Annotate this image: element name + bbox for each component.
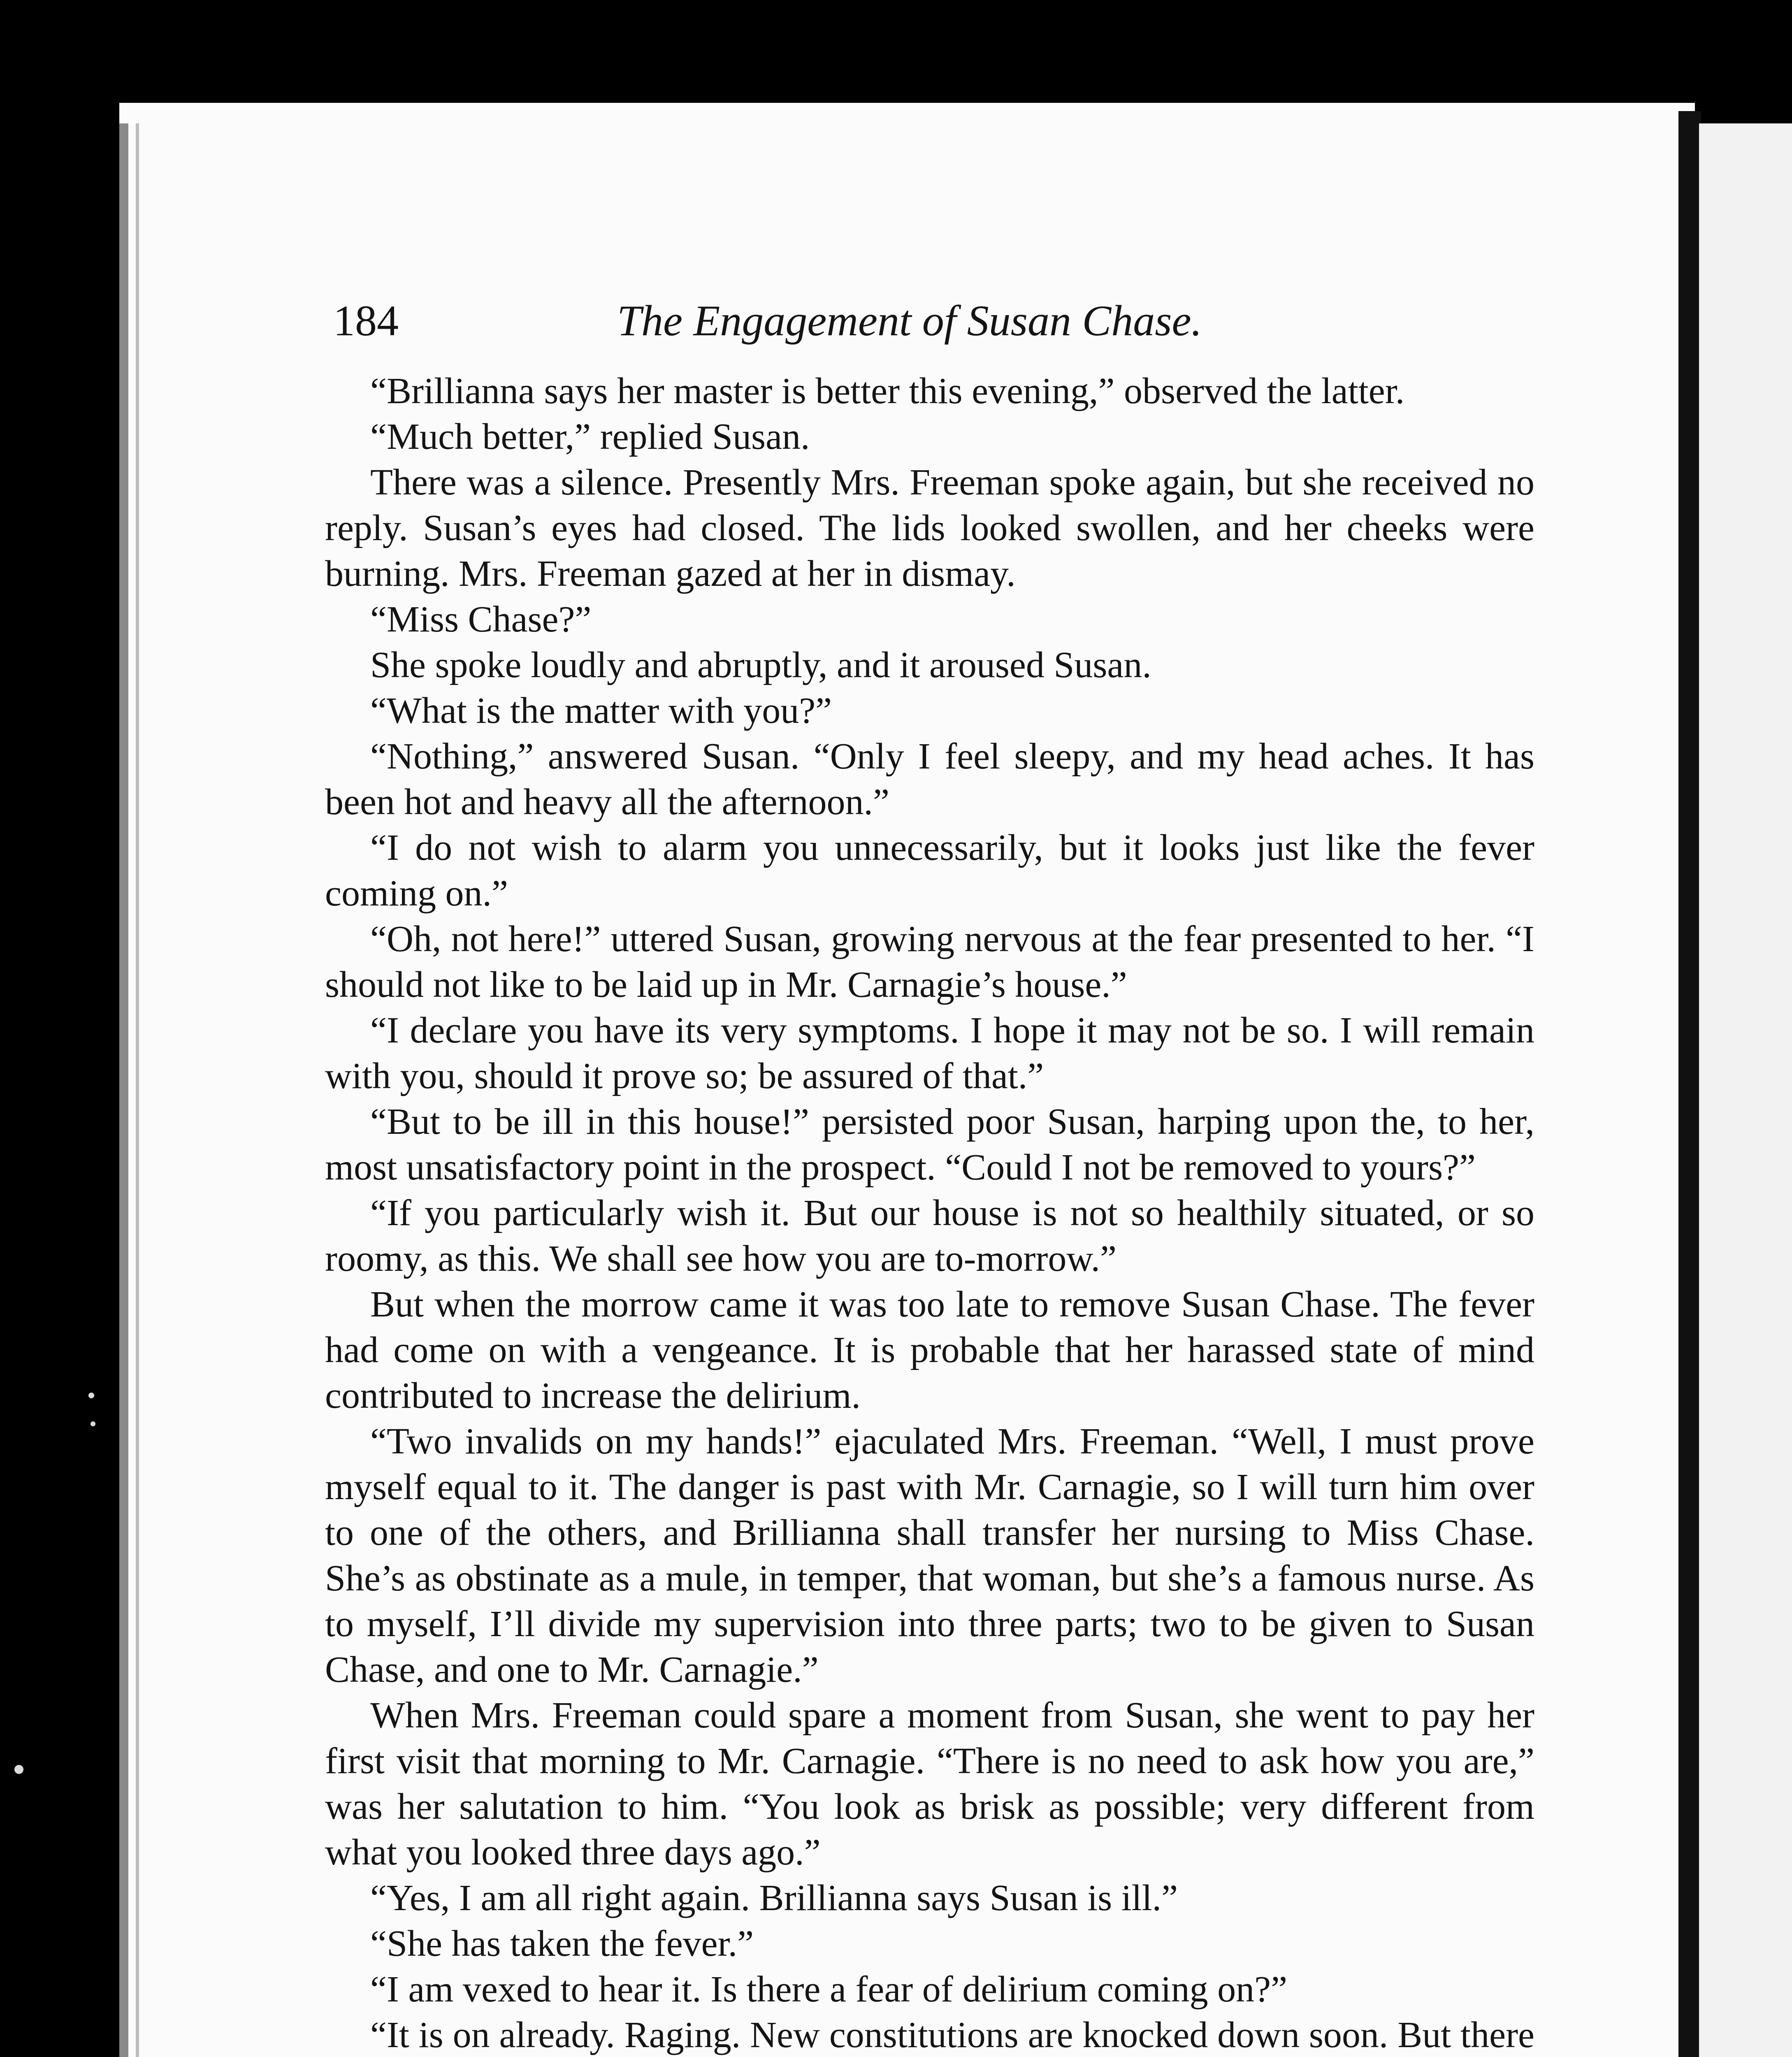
paragraph: “But to be ill in this house!” persisted poor Susan, harping upon the, to her, most unsatisfactory point in the prospect. “Could I not be removed to yours?” (325, 1101, 1534, 1188)
page-number: 184 (333, 297, 399, 345)
paragraph: “If you particularly wish it. But our house is not so healthily situated, or so roomy, as this. We shall see how you are to-morrow.” (325, 1193, 1534, 1279)
paragraph: “Two invalids on my hands!” ejaculated Mrs. Freeman. “Well, I must prove myself equal to it. The danger is past with Mr. Carnagie, so I will turn him over to one of the others, and Brillianna shall transfer her nursing to Miss Chase. She’s as obstinate as a mule, in temper, that woman, but she’s a famous nurse. As to myself, I’ll divide my supervision into three parts; two to be given to Susan Chase, and one to Mr. Carnagie.” (325, 1421, 1534, 1690)
paragraph: She spoke loudly and abruptly, and it aroused Susan. (370, 645, 1151, 685)
page-left-edge-inner (136, 123, 139, 2057)
paragraph: “Brillianna says her master is better this evening,” observed the latter. (370, 371, 1405, 411)
paragraph: “She has taken the fever.” (370, 1923, 754, 1964)
paragraph: “I am vexed to hear it. Is there a fear of delirium coming on?” (370, 1969, 1288, 2010)
paragraph: “Much better,” replied Susan. (370, 416, 810, 457)
paragraph: “Yes, I am all right again. Brillianna says Susan is ill.” (370, 1878, 1178, 1918)
running-title: The Engagement of Susan Chase. (617, 297, 1202, 345)
facing-page-edge (1699, 123, 1792, 2057)
body-text (325, 368, 1534, 2057)
paragraph: “Nothing,” answered Susan. “Only I feel sleepy, and my head aches. It has been hot and heavy all the afternoon.” (325, 736, 1534, 822)
paragraph: “What is the matter with you?” (370, 690, 832, 731)
paragraph: “It is on already. Raging. New constitutions are knocked down soon. But there (370, 2015, 1534, 2055)
paragraph: “Miss Chase?” (370, 599, 592, 640)
paragraph: There was a silence. Presently Mrs. Freeman spoke again, but she received no reply. Susan’s eyes had closed. The lids looked swollen, and her cheeks were burning. Mrs. Freeman gazed at her in dismay. (325, 462, 1534, 594)
paragraph: When Mrs. Freeman could spare a moment from Susan, she went to pay her first visit that morning to Mr. Carnagie. “There is no need to ask how you are,” was her salutation to him. “You look as brisk as possible; very different from what you looked three days ago.” (325, 1695, 1534, 1873)
page-header (333, 288, 1279, 354)
margin-mark (14, 1765, 23, 1774)
page-left-edge (119, 123, 128, 2057)
margin-mark (88, 1393, 94, 1398)
paragraph: “Oh, not here!” uttered Susan, growing nervous at the fear presented to her. “I should not like to be laid up in Mr. Carnagie’s house.” (325, 919, 1534, 1005)
page-gutter (1678, 111, 1701, 2057)
margin-mark (91, 1421, 95, 1426)
paragraph: “I declare you have its very symptoms. I hope it may not be so. I will remain with you, should it prove so; be assured of that.” (325, 1010, 1534, 1096)
paragraph: “I do not wish to alarm you unnecessarily, but it looks just like the fever coming on.” (325, 827, 1534, 914)
paragraph: But when the morrow came it was too late to remove Susan Chase. The fever had come on with a vengeance. It is probable that her harassed state of mind contributed to increase the delirium. (325, 1284, 1534, 1416)
